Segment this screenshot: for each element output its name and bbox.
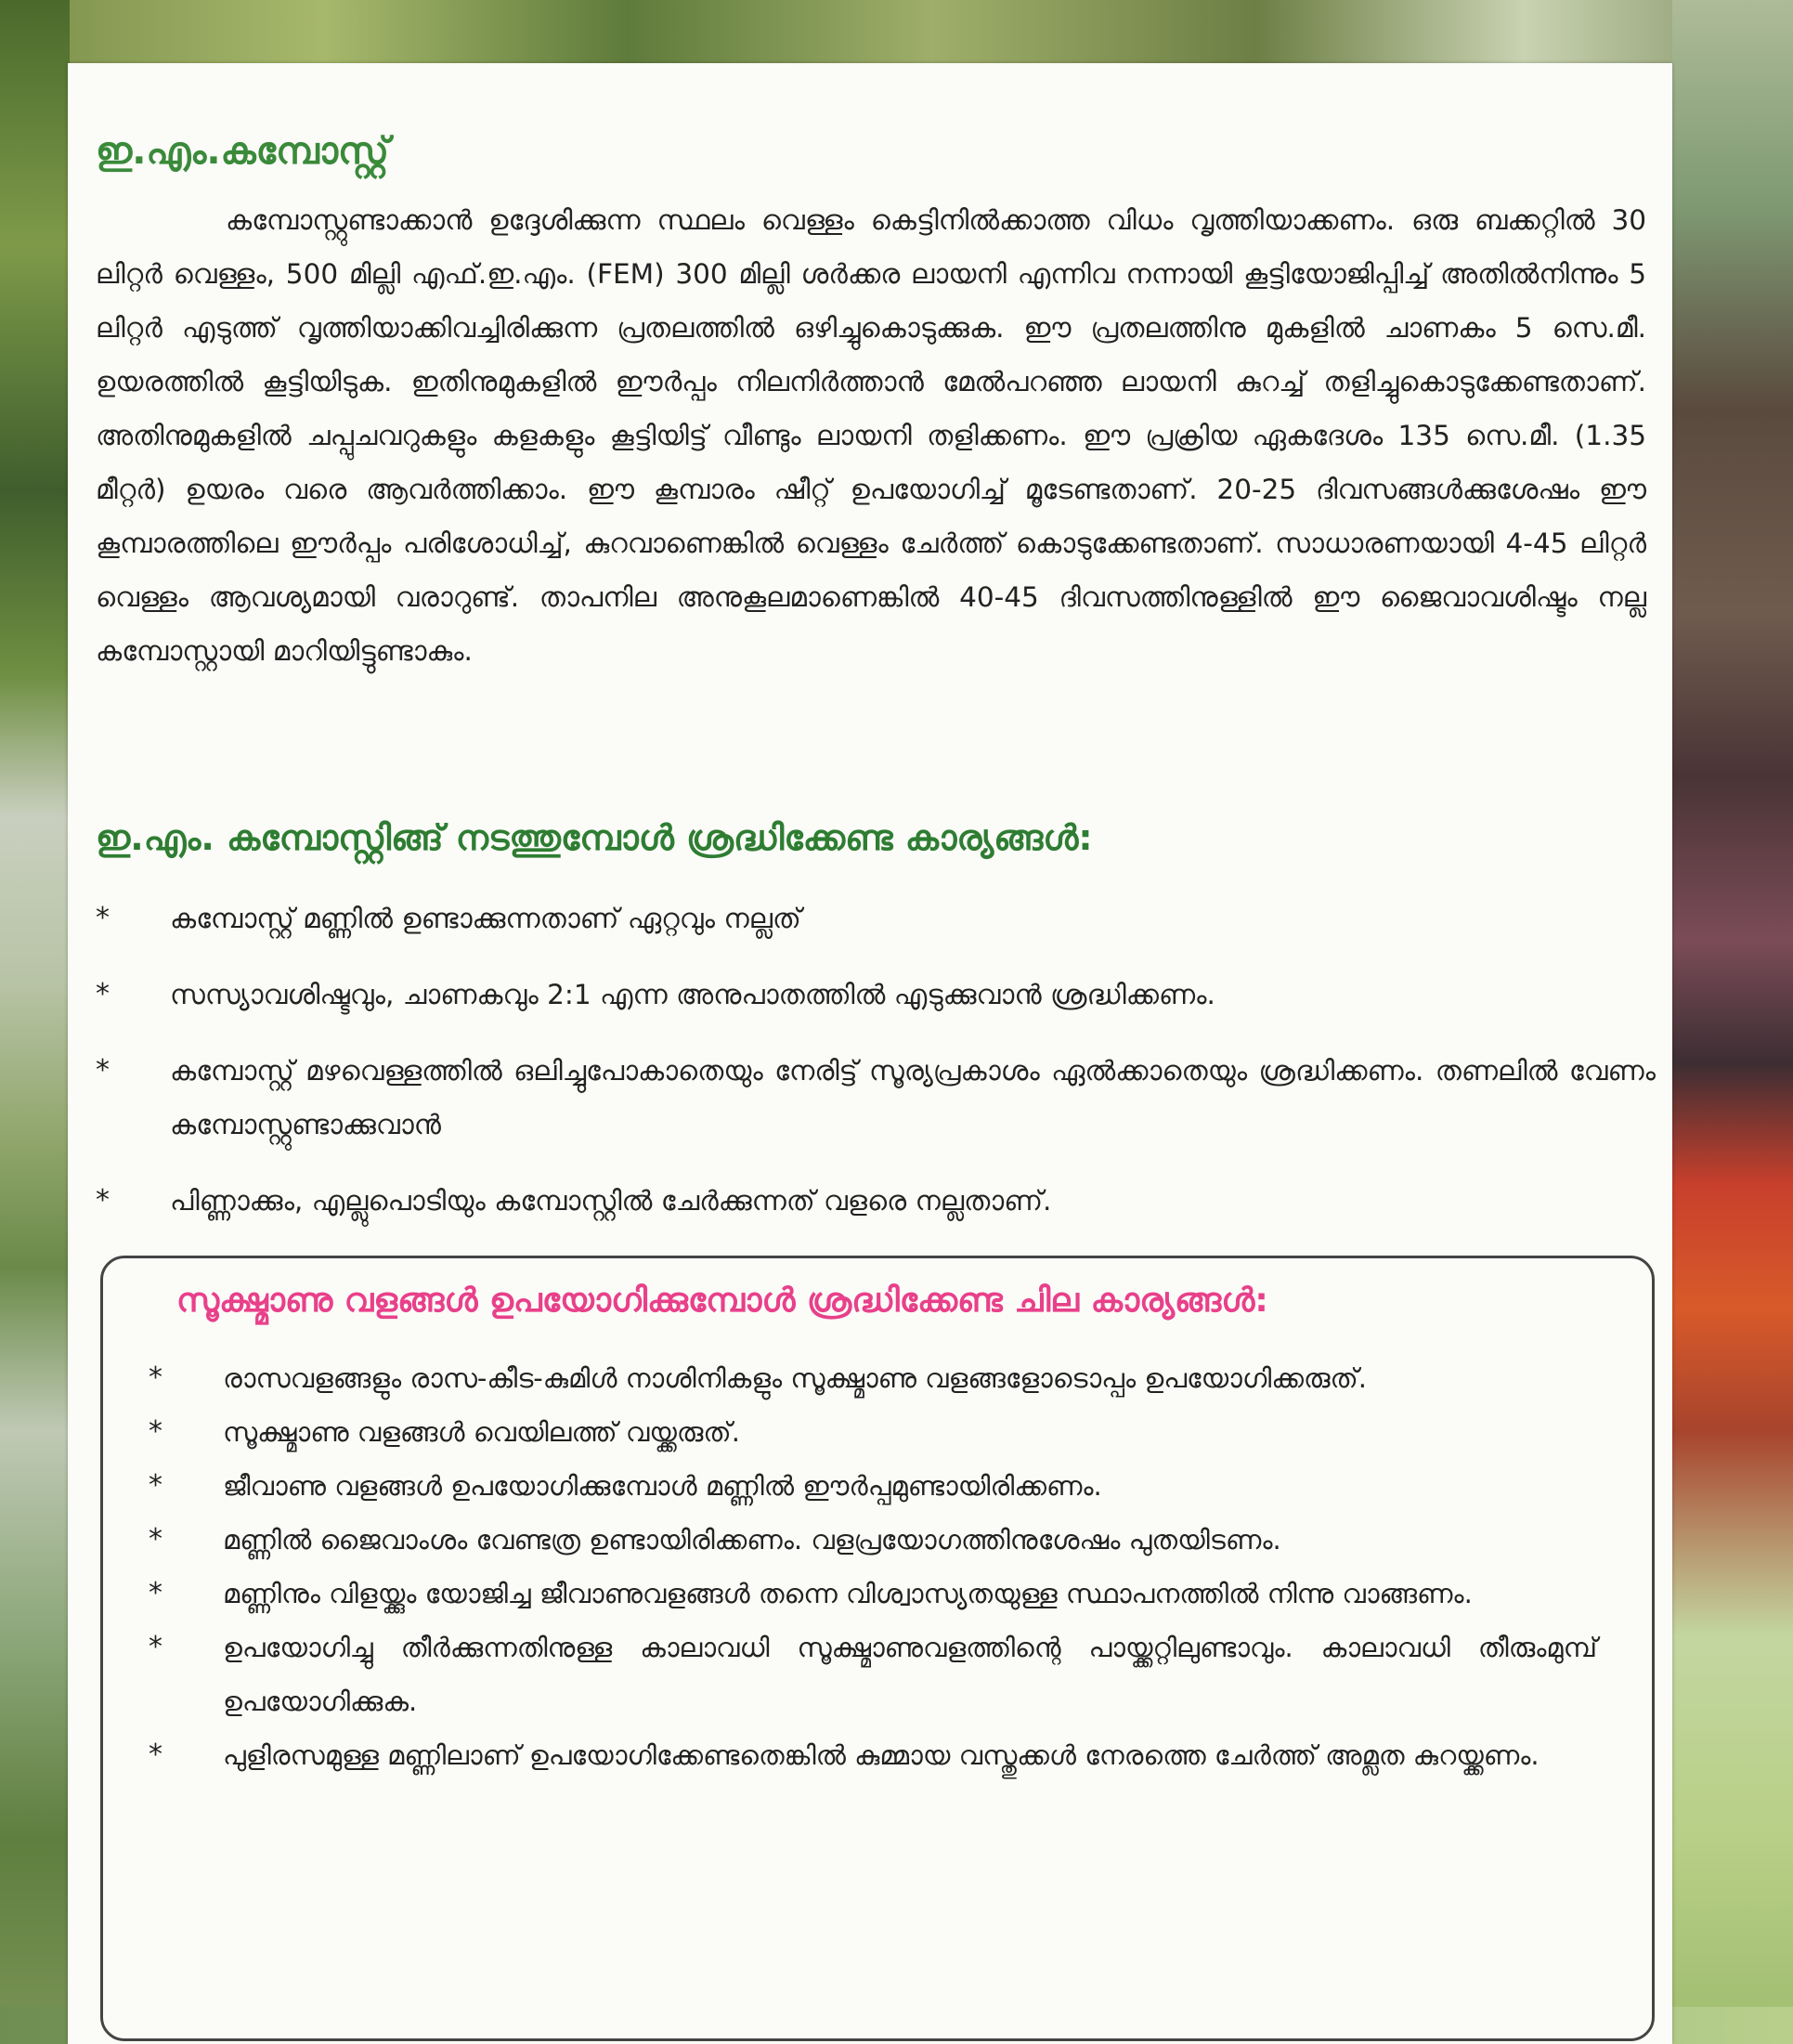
list-item	[149, 1513, 1597, 1567]
background-right-strip	[1672, 0, 1793, 2044]
bullet-mark: *	[96, 1054, 110, 1087]
bullet-mark: *	[96, 1184, 110, 1217]
bullet-mark: *	[149, 1469, 162, 1502]
list-item-text: മണ്ണിൽ ജൈവാംശം വേണ്ടത്ര ഉണ്ടായിരിക്കണം. വളപ്രയോഗത്തിനുശേഷം പുതയിടണം.	[223, 1524, 1281, 1556]
section-heading: ഇ.എം. കമ്പോസ്റ്റിങ്ങ് നടത്തുമ്പോൾ ശ്രദ്ധിക്കേണ്ട കാര്യങ്ങൾ:	[96, 817, 1093, 858]
list-item-text: ജീവാണു വളങ്ങൾ ഉപയോഗിക്കുമ്പോൾ മണ്ണിൽ ഈർപ്പമുണ്ടായിരിക്കണം.	[223, 1470, 1102, 1502]
list-item	[96, 968, 1656, 1022]
list-item-text: സസ്യാവശിഷ്ടവും, ചാണകവും 2:1 എന്ന അനുപാതത്തിൽ എടുക്കുവാൻ ശ്രദ്ധിക്കണം.	[170, 979, 1215, 1010]
bullet-list	[96, 892, 1656, 1250]
list-item-text: കമ്പോസ്റ്റ് മണ്ണിൽ ഉണ്ടാക്കുന്നതാണ് ഏറ്റവും നല്ലത്	[170, 903, 801, 934]
list-item-text: ഉപയോഗിച്ചു തീർക്കുന്നതിനുള്ള കാലാവധി സൂക്ഷ്മാണുവളത്തിന്റെ പായ്ക്കറ്റിലുണ്ടാവും. കാലാവധി തീരുംമുമ്പ് ഉപയോഗിക്കുക.	[223, 1632, 1597, 1717]
list-item	[149, 1567, 1597, 1621]
bullet-mark: *	[149, 1577, 162, 1609]
bullet-mark: *	[149, 1738, 162, 1771]
list-item-text: രാസവളങ്ങളും രാസ-കീട-കുമിൾ നാശിനികളും സൂക്ഷ്മാണു വളങ്ങളോടൊപ്പം ഉപയോഗിക്കരുത്.	[223, 1362, 1367, 1394]
intro-paragraph: കമ്പോസ്റ്റുണ്ടാക്കാൻ ഉദ്ദേശിക്കുന്ന സ്ഥലം വെള്ളം കെട്ടിനിൽക്കാത്ത വിധം വൃത്തിയാക്കണം. ഒരു ബക്കറ്റിൽ 30 ലിറ്റർ വെള്ളം, 500 മില്ലി എഫ്.ഇ.എം. (FEM) 300 മില്ലി ശർക്കര ലായനി എന്നിവ നന്നായി കൂട്ടിയോജിപ്പിച്ച് അതിൽനിന്നും 5 ലിറ്റർ എടുത്ത് വൃത്തിയാക്കിവച്ചിരിക്കുന്ന പ്രതലത്തിൽ ഒഴിച്ചുകൊടുക്കുക. ഈ പ്രതലത്തിനു മുകളിൽ ചാണകം 5 സെ.മീ. ഉയരത്തിൽ കൂട്ടിയിടുക. ഇതിനുമുകളിൽ ഈർപ്പം നിലനിർത്താൻ മേൽപറഞ്ഞ ലായനി കുറച്ച് തളിച്ചുകൊടുക്കേണ്ടതാണ്. അതിനുമുകളിൽ ചപ്പുചവറുകളും കളകളും കൂട്ടിയിട്ട് വീണ്ടും ലായനി തളിക്കണം. ഈ പ്രക്രിയ ഏകദേശം 135 സെ.മീ. (1.35 മീറ്റർ) ഉയരം വരെ ആവർത്തിക്കാം. ഈ കൂമ്പാരം ഷീറ്റ് ഉപയോഗിച്ച് മൂടേണ്ടതാണ്. 20-25 ദിവസങ്ങൾക്കുശേഷം ഈ കൂമ്പാരത്തിലെ ഈർപ്പം പരിശോധിച്ച്, കുറവാണെങ്കിൽ വെള്ളം ചേർത്ത് കൊടുക്കേണ്ടതാണ്. സാധാരണയായി 4-45 ലിറ്റർ വെള്ളം ആവശ്യമായി വരാറുണ്ട്. താപനില അനുകൂലമാണെങ്കിൽ 40-45 ദിവസത്തിനുള്ളിൽ ഈ ജൈവാവശിഷ്ടം നല്ല കമ്പോസ്റ്റായി മാറിയിട്ടുണ്ടാകും.	[96, 204, 1646, 667]
bullet-mark: *	[149, 1361, 162, 1394]
list-item	[96, 892, 1656, 945]
list-item-text: മണ്ണിനും വിളയ്ക്കും യോജിച്ച ജീവാണുവളങ്ങൾ തന്നെ വിശ്വാസ്യതയുള്ള സ്ഥാപനത്തിൽ നിന്നു വാങ്ങണം.	[223, 1578, 1473, 1609]
bullet-mark: *	[149, 1523, 162, 1556]
list-item	[149, 1405, 1597, 1459]
list-item	[149, 1459, 1597, 1513]
tips-box-heading: സൂക്ഷ്മാണു വളങ്ങൾ ഉപയോഗിക്കുമ്പോൾ ശ്രദ്ധിക്കേണ്ട ചില കാര്യങ്ങൾ:	[176, 1282, 1268, 1320]
list-item-text: പുളിരസമുള്ള മണ്ണിലാണ് ഉപയോഗിക്കേണ്ടതെങ്കിൽ കുമ്മായ വസ്തുക്കൾ നേരത്തെ ചേർത്ത് അമ്ലത കുറയ്ക്കണം.	[223, 1739, 1540, 1771]
page-title: ഇ.എം.കമ്പോസ്റ്റ്	[96, 130, 389, 173]
list-item	[149, 1351, 1597, 1405]
list-item-text: കമ്പോസ്റ്റ് മഴവെള്ളത്തിൽ ഒലിച്ചുപോകാതെയും നേരിട്ട് സൂര്യപ്രകാശം ഏൽക്കാതെയും ശ്രദ്ധിക്കണം. തണലിൽ വേണം കമ്പോസ്റ്റുണ്ടാക്കുവാൻ	[170, 1055, 1656, 1140]
list-item-text: സൂക്ഷ്മാണു വളങ്ങൾ വെയിലത്ത് വയ്ക്കരുത്.	[223, 1416, 740, 1448]
list-item	[149, 1728, 1597, 1782]
list-item	[149, 1621, 1597, 1728]
tips-list	[149, 1351, 1597, 1782]
list-item-text: പിണ്ണാക്കും, എല്ലുപൊടിയും കമ്പോസ്റ്റിൽ ചേർക്കുന്നത് വളരെ നല്ലതാണ്.	[170, 1185, 1052, 1217]
bullet-mark: *	[149, 1415, 162, 1448]
list-item	[96, 1044, 1656, 1152]
bullet-mark: *	[96, 902, 110, 934]
list-item	[96, 1174, 1656, 1228]
bullet-mark: *	[96, 978, 110, 1010]
bullet-mark: *	[149, 1631, 162, 1663]
background-left-strip	[0, 0, 70, 2044]
